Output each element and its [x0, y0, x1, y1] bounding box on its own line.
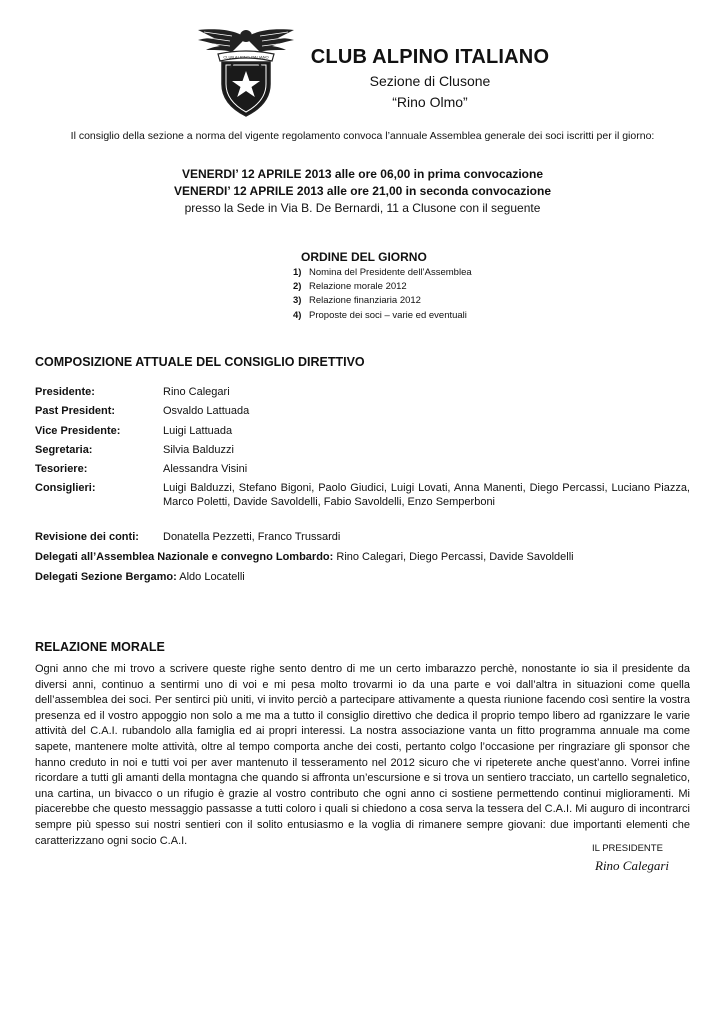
agenda-item: 1) Nomina del Presidente dell’Assemblea: [293, 267, 472, 278]
row-label: Tesoriere:: [35, 463, 88, 475]
row-label: Consiglieri:: [35, 482, 96, 494]
logo-banner-text: CLUB ALPINO ITALIANO: [223, 54, 269, 60]
report-body: Ogni anno che mi trovo a scrivere queste righe sento dentro di me un certo imbarazzo perchè, nonostante io sia il presidente da diversi anni, continuo a sentirmi uno di voi e mi pesa molto trovarmi io da una parte e voi dall’altra in situazioni come quella dell’assemblea dei soci. Per sentirci più uniti, vi invito perciò a partecipare attivamente a questa riunione facendo così sentire la vostra presenza ed il vostro appoggio non solo a me ma a tutto il consiglio direttivo che dedica il proprio tempo libero ad rganizzare le varie attività del C.A.I. rubandolo alla famiglia ed ai propri interessi. La nostra associazione vanta un fitto programma annuale ma come sapete, mantenere molte attività, oltre al tempo comporta anche dei costi, pertanto colgo l’occasione per ringraziare gli sponsor che hanno creduto in noi e tutti voi per aver mantenuto il tesseramento nel 2012 sicuro che vi ripeterete anche quest’anno. Vorrei infine ricordare a tutti gli amanti della montagna che quando si affronta un’escursione e si trova un sentiero tracciato, un cartello segnaletico, una cartina, un bivacco o un rifugio è grazie al vostro contributo che ogni anno ci sostiene permettendo continui miglioramenti. Mi piacerebbe che questo messaggio passasse a tutti coloro i quali si chiedono a cosa serva la tessera del C.A.I. Mi auguro di incontrarci sempre più spesso sui nostri sentieri con il solito entusiasmo e la voglia di rimanere sempre giovani: due importanti elementi che caratterizzano ogni socio C.A.I.: [35, 663, 690, 847]
council-row-treasurer: [35, 462, 690, 476]
row-label: Past President:: [35, 405, 116, 417]
club-title: CLUB ALPINO ITALIANO: [310, 46, 550, 68]
agenda-item: 4) Proposte dei soci – varie ed eventuali: [293, 309, 467, 321]
row-value: Rino Calegari, Diego Percassi, Davide Savoldelli: [333, 551, 574, 563]
agenda-list: [293, 266, 472, 323]
row-label: Vice Presidente:: [35, 425, 121, 437]
council-row-past-president: [35, 404, 690, 418]
auditors-row: [35, 530, 690, 544]
meeting-place: presso la Sede in Via B. De Bernardi, 11 a Clusone con il seguente: [184, 201, 541, 215]
intro-text: Il consiglio della sezione a norma del vigente regolamento convoca l’annuale Assemblea generale dei soci iscritti per il giorno:: [70, 130, 655, 142]
first-convocation: VENERDI’ 12 APRILE 2013 alle ore 06,00 in prima convocazione: [181, 167, 544, 181]
row-value: Rino Calegari: [163, 386, 230, 398]
cai-eagle-logo: [196, 24, 296, 120]
council-row-secretary: [35, 443, 690, 457]
second-convocation: VENERDI’ 12 APRILE 2013 alle ore 21,00 in seconda convocazione: [173, 184, 552, 198]
report-title: RELAZIONE MORALE: [35, 640, 165, 654]
agenda-item: 2) Relazione morale 2012: [293, 281, 407, 293]
agenda-title: ORDINE DEL GIORNO: [301, 250, 427, 264]
row-value: Alessandra Visini: [163, 463, 248, 475]
row-value: Luigi Balduzzi, Stefano Bigoni, Paolo Giudici, Luigi Lovati, Anna Manenti, Diego Percassi, Luciano Piazza, Marco Poletti, Davide Savoldelli, Fabio Savoldelli, Enzo Semperboni: [163, 482, 690, 508]
section-dedication: “Rino Olmo”: [392, 94, 468, 110]
row-value: Silvia Balduzzi: [163, 444, 234, 456]
section-name: Sezione di Clusone: [369, 73, 491, 89]
council-title: COMPOSIZIONE ATTUALE DEL CONSIGLIO DIRETTIVO: [35, 355, 365, 369]
council-row-councillors: [35, 481, 690, 509]
signature-role: IL PRESIDENTE: [592, 843, 663, 854]
row-label: Delegati Sezione Bergamo:: [35, 571, 177, 583]
row-label: Revisione dei conti:: [35, 531, 139, 543]
national-delegates-row: [35, 550, 690, 564]
row-value: Luigi Lattuada: [163, 425, 233, 437]
council-row-vice-president: [35, 424, 690, 438]
row-label: Delegati all’Assemblea Nazionale e convegno Lombardo:: [35, 551, 334, 563]
council-row-president: [35, 385, 690, 399]
agenda-item: 3) Relazione finanziaria 2012: [293, 295, 421, 307]
row-label: Segretaria:: [35, 444, 93, 456]
signature-name: Rino Calegari: [595, 858, 670, 873]
row-value: Aldo Locatelli: [176, 571, 245, 583]
row-label: Presidente:: [35, 386, 95, 398]
row-value: Donatella Pezzetti, Franco Trussardi: [163, 531, 341, 543]
row-value: Osvaldo Lattuada: [163, 405, 250, 417]
bergamo-delegates-row: [35, 570, 690, 584]
